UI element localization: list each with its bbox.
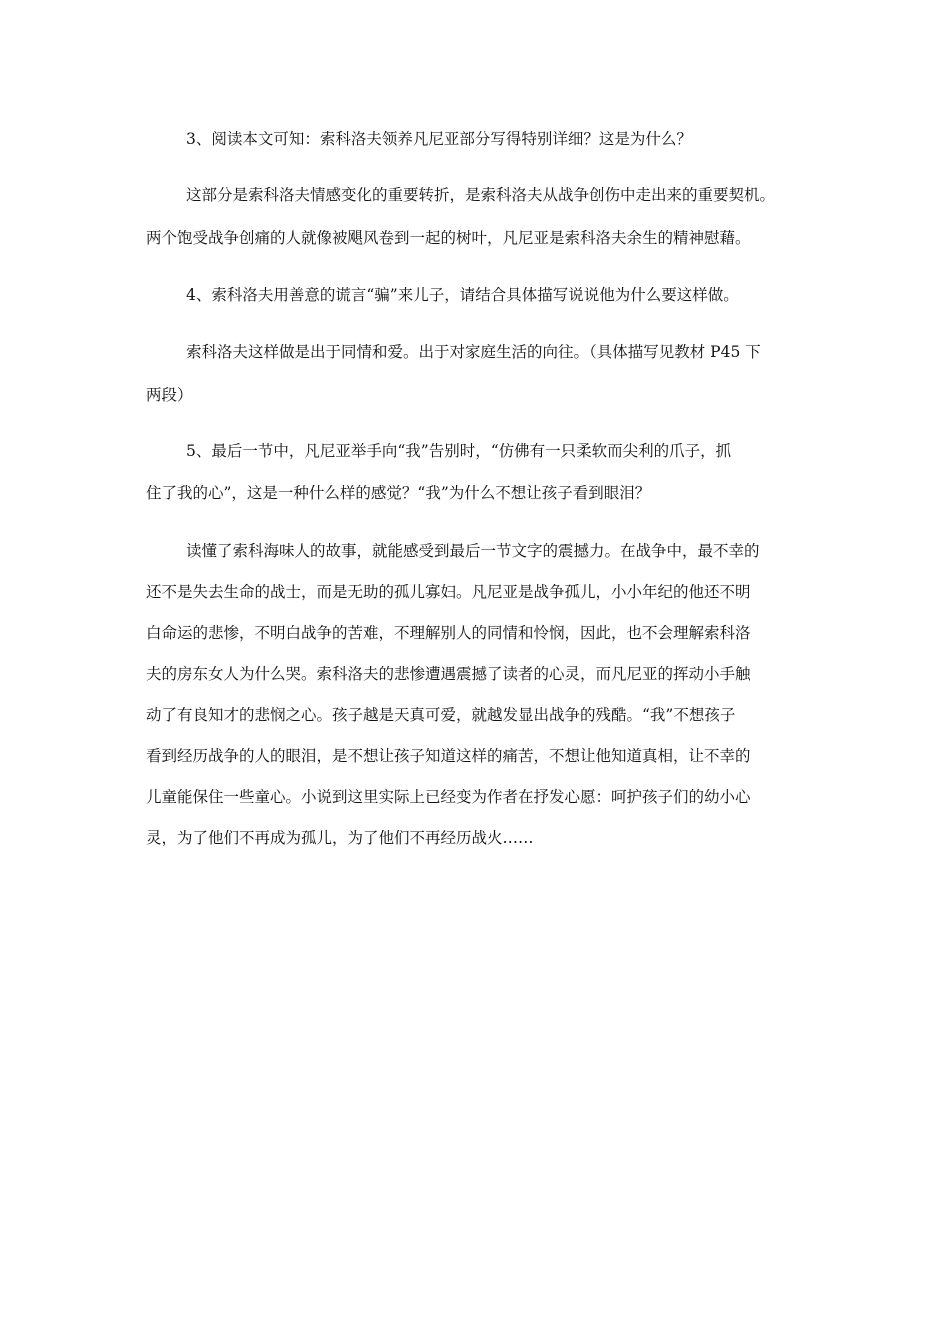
question-4: 4、索科洛夫用善意的谎言“骗”来儿子，请结合具体描写说说他为什么要这样做。 — [186, 286, 739, 304]
answer-5-line-8: 灵，为了他们不再成为孤儿，为了他们不再经历战火…… — [146, 829, 534, 847]
answer-5-line-7: 儿童能保住一些童心。小说到这里实际上已经变为作者在抒发心愿：呵护孩子们的幼小心 — [146, 788, 751, 806]
answer-5-line-1: 读懂了索科海味人的故事，就能感受到最后一节文字的震撼力。在战争中，最不幸的 — [186, 542, 760, 560]
question-5-line-1: 5、最后一节中，凡尼亚举手向“我”告别时，“仿佛有一只柔软而尖利的爪子，抓 — [186, 442, 732, 460]
answer-5-line-4: 夫的房东女人为什么哭。索科洛夫的悲惨遭遇震撼了读者的心灵，而凡尼亚的挥动小手触 — [146, 665, 751, 683]
answer-4-line-1: 索科洛夫这样做是出于同情和爱。出于对家庭生活的向往。（具体描写见教材 P45 下 — [186, 343, 761, 361]
answer-5-line-5: 动了有良知才的悲悯之心。孩子越是天真可爱，就越发显出战争的残酷。“我”不想孩子 — [146, 706, 736, 724]
answer-4-line-2: 两段） — [146, 386, 193, 404]
answer-5-line-2: 还不是失去生命的战士，而是无助的孤儿寡妇。凡尼亚是战争孤儿，小小年纪的他还不明 — [146, 583, 751, 601]
answer-5-line-3: 白命运的悲惨，不明白战争的苦难，不理解别人的同情和怜悯，因此，也不会理解索科洛 — [146, 624, 751, 642]
question-3: 3、阅读本文可知：索科洛夫领养凡尼亚部分写得特别详细？这是为什么？ — [186, 130, 692, 148]
question-5-line-2: 住了我的心”，这是一种什么样的感觉？“我”为什么不想让孩子看到眼泪？ — [146, 484, 651, 502]
answer-3-line-2: 两个饱受战争创痛的人就像被飓风卷到一起的树叶，凡尼亚是索科洛夫余生的精神慰藉。 — [146, 229, 751, 247]
answer-5-line-6: 看到经历战争的人的眼泪，是不想让孩子知道这样的痛苦，不想让他知道真相，让不幸的 — [146, 747, 751, 765]
answer-3-line-1: 这部分是索科洛夫情感变化的重要转折，是索科洛夫从战争创伤中走出来的重要契机。 — [186, 186, 776, 204]
